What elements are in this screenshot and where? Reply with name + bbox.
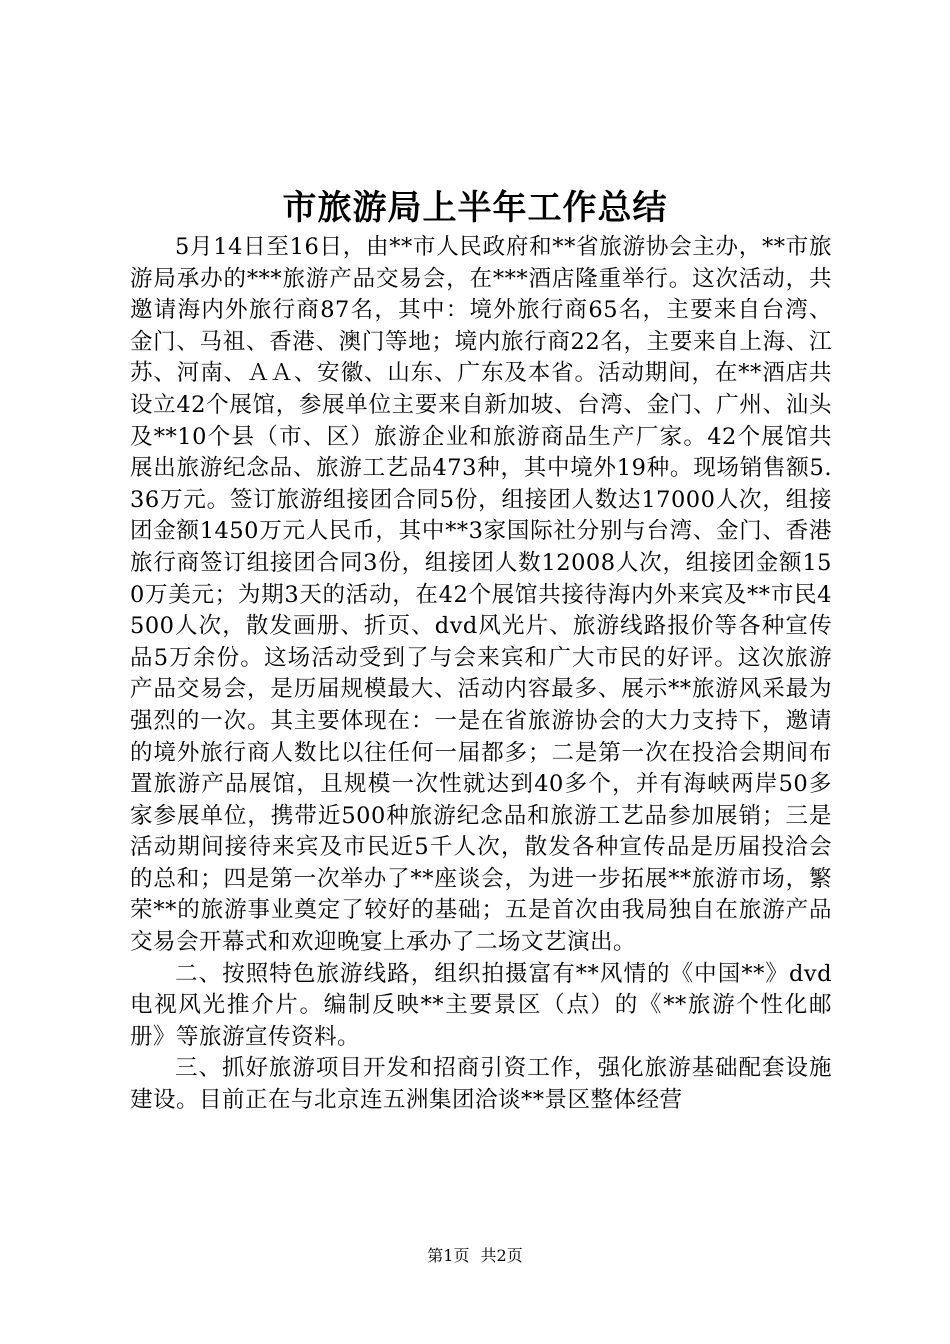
- page-footer: [0, 1246, 950, 1266]
- page-number: 第1页: [427, 1246, 470, 1265]
- document-body: [130, 232, 832, 1117]
- paragraph-3: 三、抓好旅游项目开发和招商引资工作，强化旅游基础配套设施建设。目前正在与北京连五洲集团洽谈**景区整体经营: [130, 1055, 832, 1114]
- page-total: 共2页: [480, 1246, 523, 1265]
- paragraph-1: 5月14日至16日，由**市人民政府和**省旅游协会主办，**市旅游局承办的***旅游产品交易会，在***酒店隆重举行。这次活动，共邀请海内外旅行商87名，其中：境外旅行商65名，主要来自台湾、金门、马祖、香港、澳门等地；境内旅行商22名，主要来自上海、江苏、河南、ＡＡ、安徽、山东、广东及本省。活动期间，在**酒店共设立42个展馆，参展单位主要来自新加坡、台湾、金门、广州、汕头及**10个县（市、区）旅游企业和旅游商品生产厂家。42个展馆共展出旅游纪念品、旅游工艺品473种，其中境外19种。现场销售额5.36万元。签订旅游组接团合同5份，组接团人数达17000人次，组接团金额1450万元人民币，其中**3家国际社分别与台湾、金门、香港旅行商签订组接团合同3份，组接团人数12008人次，组接团金额150万美元；为期3天的活动，在42个展馆共接待海内外来宾及**市民4500人次，散发画册、折页、dvd风光片、旅游线路报价等各种宣传品5万余份。这场活动受到了与会来宾和广大市民的好评。这次旅游产品交易会，是历届规模最大、活动内容最多、展示**旅游风采最为强烈的一次。其主要体现在：一是在省旅游协会的大力支持下，邀请的境外旅行商人数比以往任何一届都多；二是第一次在投洽会期间布置旅游产品展馆，且规模一次性就达到40多个，并有海峡两岸50多家参展单位，携带近500种旅游纪念品和旅游工艺品参加展销；三是活动期间接待来宾及市民近5千人次，散发各种宣传品是历届投洽会的总和；四是第一次举办了**座谈会，为进一步拓展**旅游市场，繁荣**的旅游事业奠定了较好的基础；五是首次由我局独自在旅游产品交易会开幕式和欢迎晚宴上承办了二场文艺演出。: [130, 234, 832, 956]
- paragraph-2: 二、按照特色旅游线路，组织拍摄富有**风情的《中国**》dvd电视风光推介片。编制反映**主要景区（点）的《**旅游个性化邮册》等旅游宣传资料。: [130, 960, 832, 1050]
- document-title: 市旅游局上半年工作总结: [282, 188, 668, 228]
